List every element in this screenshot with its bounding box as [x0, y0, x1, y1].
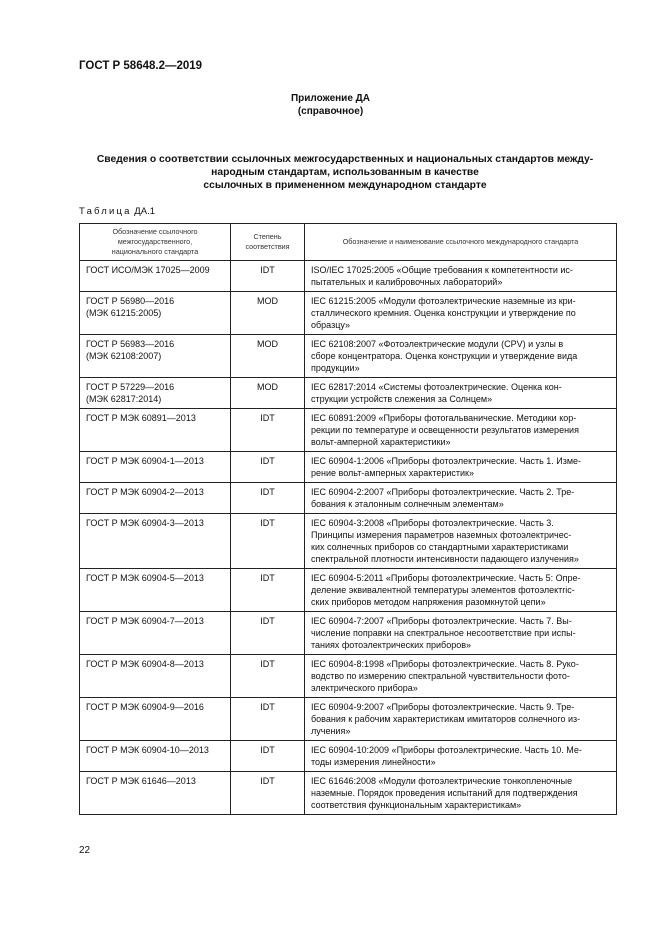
text-line: рекции по температуре и освещенности результатов измерения — [311, 425, 579, 435]
table-row — [80, 741, 617, 772]
table-row — [80, 483, 617, 514]
text-line: ГОСТ Р МЭК 60904-1—2013 — [86, 456, 204, 466]
cell-degree: IDT — [231, 569, 305, 612]
cell-degree: IDT — [231, 698, 305, 741]
cell-national-standard — [80, 569, 231, 612]
text-line: IEC 60904-10:2009 «Приборы фотоэлектрические. Часть 10. Ме- — [311, 745, 582, 755]
cell-international-standard — [305, 655, 617, 698]
text-line: пытательных и калибровочных лабораторий» — [311, 277, 503, 287]
cell-international-standard — [305, 612, 617, 655]
text-line: IEC 60904-1:2006 «Приборы фотоэлектрические. Часть 1. Изме- — [311, 456, 582, 466]
text-line: таниях фотоэлектрических приборов» — [311, 640, 472, 650]
text-line: IEC 61215:2005 «Модули фотоэлектрические наземные из кри- — [311, 296, 576, 306]
document-code: ГОСТ Р 58648.2—2019 — [79, 60, 203, 72]
text-line: Обозначение ссылочного — [112, 227, 198, 236]
text-line: ГОСТ Р МЭК 60891—2013 — [86, 413, 196, 423]
text-line: деление эквивалентной температуры элементов фотоэлектric- — [311, 585, 575, 595]
text-line: ГОСТ Р МЭК 60904-9—2016 — [86, 702, 204, 712]
cell-international-standard — [305, 741, 617, 772]
table-row — [80, 261, 617, 292]
text-line: национального стандарта — [111, 247, 199, 256]
cell-degree: IDT — [231, 514, 305, 569]
text-line: лучения» — [311, 726, 351, 736]
text-line: IEC 60904-2:2007 «Приборы фотоэлектрические. Часть 2. Тре- — [311, 487, 575, 497]
table-row — [80, 378, 617, 409]
cell-national-standard — [80, 261, 231, 292]
table-label — [79, 206, 155, 217]
text-line: тоды измерения линейности» — [311, 757, 436, 767]
text-line: (МЭК 62108:2007) — [86, 351, 162, 361]
text-line: продукции» — [311, 363, 360, 373]
cell-national-standard — [80, 409, 231, 452]
cell-degree: MOD — [231, 335, 305, 378]
cell-degree: IDT — [231, 409, 305, 452]
text-line: ГОСТ Р МЭК 60904-3—2013 — [86, 518, 204, 528]
table-label-number: ДА.1 — [134, 206, 155, 217]
table-row — [80, 772, 617, 815]
text-line: бования к эталонным солнечным элементам» — [311, 499, 504, 509]
text-line: IEC 60904-8:1998 «Приборы фотоэлектрические. Часть 8. Руко- — [311, 659, 579, 669]
table-header-row — [80, 224, 617, 261]
heading-line: ссылочных в примененном международном стандарте — [203, 180, 487, 192]
cell-degree: IDT — [231, 452, 305, 483]
table-row — [80, 409, 617, 452]
table-row — [80, 514, 617, 569]
text-line: бования к рабочим характеристикам имитаторов солнечного из- — [311, 714, 581, 724]
cell-degree: IDT — [231, 612, 305, 655]
cell-national-standard — [80, 452, 231, 483]
text-line: ских приборов методом напряжения разомкнутой цепи» — [311, 597, 546, 607]
table-row — [80, 655, 617, 698]
cell-international-standard — [305, 569, 617, 612]
text-line: сталлического кремния. Оценка конструкции и утверждение по — [311, 308, 576, 318]
text-line: Принципы измерения параметров наземных фотоэлектричес- — [311, 530, 572, 540]
text-line: Обозначение и наименование ссылочного международного стандарта — [342, 237, 579, 246]
appendix-subtitle: (справочное) — [297, 106, 364, 117]
text-line: IEC 60904-9:2007 «Приборы фотоэлектрические. Часть 9. Тре- — [311, 702, 575, 712]
text-line: рение вольт-амперных характеристик» — [311, 468, 474, 478]
cell-degree: IDT — [231, 772, 305, 815]
cell-national-standard — [80, 335, 231, 378]
cell-national-standard — [80, 612, 231, 655]
text-line: ГОСТ Р 57229—2016 — [86, 382, 175, 392]
section-heading — [70, 153, 620, 193]
cell-international-standard — [305, 292, 617, 335]
cell-national-standard — [80, 378, 231, 409]
text-line: ГОСТ Р МЭК 60904-8—2013 — [86, 659, 204, 669]
cell-international-standard — [305, 483, 617, 514]
cell-national-standard — [80, 655, 231, 698]
text-line: IEC 60891:2009 «Приборы фотогальванические. Методики кор- — [311, 413, 577, 423]
text-line: ГОСТ Р МЭК 60904-2—2013 — [86, 487, 204, 497]
header-degree — [231, 224, 305, 261]
text-line: струкции устройств слежения за Солнцем» — [311, 394, 493, 404]
text-line: соответствия функциональным характеристикам» — [311, 800, 522, 810]
cell-national-standard — [80, 772, 231, 815]
header-international-standard — [305, 224, 617, 261]
appendix-title: Приложение ДА — [290, 93, 371, 104]
text-line: IEC 60904-5:2011 «Приборы фотоэлектрические. Часть 5: Опре- — [311, 573, 581, 583]
table-row — [80, 569, 617, 612]
text-line: Степень — [253, 232, 282, 241]
page-number: 22 — [79, 845, 91, 856]
cell-international-standard — [305, 409, 617, 452]
text-line: ких солнечных приборов со стандартными характеристиками — [311, 542, 569, 552]
text-line: ГОСТ Р МЭК 60904-10—2013 — [86, 745, 209, 755]
text-line: вольт-амперной характеристики» — [311, 437, 451, 447]
cell-international-standard — [305, 772, 617, 815]
text-line: спектральной плотности интенсивности падающего излучения» — [311, 554, 579, 564]
text-line: ISO/IEC 17025:2005 «Общие требования к компетентности ис- — [311, 265, 573, 275]
text-line: ГОСТ Р 56980—2016 — [86, 296, 175, 306]
heading-line: Сведения о соответствии ссылочных межгосударственных и национальных стандартов между- — [96, 154, 594, 165]
cell-degree: IDT — [231, 741, 305, 772]
text-line: ГОСТ Р МЭК 61646—2013 — [86, 776, 196, 786]
cell-national-standard — [80, 514, 231, 569]
cell-degree: IDT — [231, 483, 305, 514]
cell-national-standard — [80, 741, 231, 772]
table-body — [80, 261, 617, 815]
text-line: соответствия — [245, 242, 290, 251]
cell-degree: IDT — [231, 655, 305, 698]
text-line: сборе концентратора. Оценка конструкции и утверждение вида — [311, 351, 578, 361]
table-row — [80, 292, 617, 335]
cell-national-standard — [80, 292, 231, 335]
header-national-standard — [80, 224, 231, 261]
heading-line: народным стандартам, использованным в качестве — [211, 167, 479, 179]
text-line: образцу» — [311, 320, 350, 330]
text-line: (МЭК 62817:2014) — [86, 394, 162, 404]
text-line: IEC 62108:2007 «Фотоэлектрические модули (CPV) и узлы в — [311, 339, 564, 349]
text-line: электрического прибора» — [311, 683, 418, 693]
cell-national-standard — [80, 483, 231, 514]
text-line: числение поправки на спектральное несоответствие при испы- — [311, 628, 576, 638]
text-line: IEC 62817:2014 «Системы фотоэлектрические. Оценка кон- — [311, 382, 562, 392]
cell-international-standard — [305, 514, 617, 569]
appendix-caption — [0, 92, 661, 118]
cell-degree: IDT — [231, 261, 305, 292]
text-line: ГОСТ Р 56983—2016 — [86, 339, 175, 349]
text-line: ГОСТ Р МЭК 60904-5—2013 — [86, 573, 204, 583]
reference-table — [79, 223, 617, 815]
text-line: ГОСТ Р МЭК 60904-7—2013 — [86, 616, 204, 626]
table-row — [80, 698, 617, 741]
text-line: водство по измерению спектральной чувствительности фото- — [311, 671, 570, 681]
cell-international-standard — [305, 452, 617, 483]
text-line: IEC 60904-3:2008 «Приборы фотоэлектрические. Часть 3. — [311, 518, 554, 528]
table-row — [80, 612, 617, 655]
text-line: наземные. Порядок проведения испытаний для подтверждения — [311, 788, 578, 798]
text-line: межгосударственного, — [117, 237, 193, 246]
cell-degree: MOD — [231, 292, 305, 335]
cell-international-standard — [305, 261, 617, 292]
text-line: ГОСТ ИСО/МЭК 17025—2009 — [86, 265, 210, 275]
cell-national-standard — [80, 698, 231, 741]
text-line: IEC 61646:2008 «Модули фотоэлектрические тонкопленочные — [311, 776, 573, 786]
table-row — [80, 452, 617, 483]
cell-international-standard — [305, 378, 617, 409]
cell-international-standard — [305, 335, 617, 378]
table-label-word: Таблица — [79, 206, 132, 217]
table-row — [80, 335, 617, 378]
text-line: IEC 60904-7:2007 «Приборы фотоэлектрические. Часть 7. Вы- — [311, 616, 572, 626]
cell-international-standard — [305, 698, 617, 741]
cell-degree: MOD — [231, 378, 305, 409]
text-line: (МЭК 61215:2005) — [86, 308, 162, 318]
